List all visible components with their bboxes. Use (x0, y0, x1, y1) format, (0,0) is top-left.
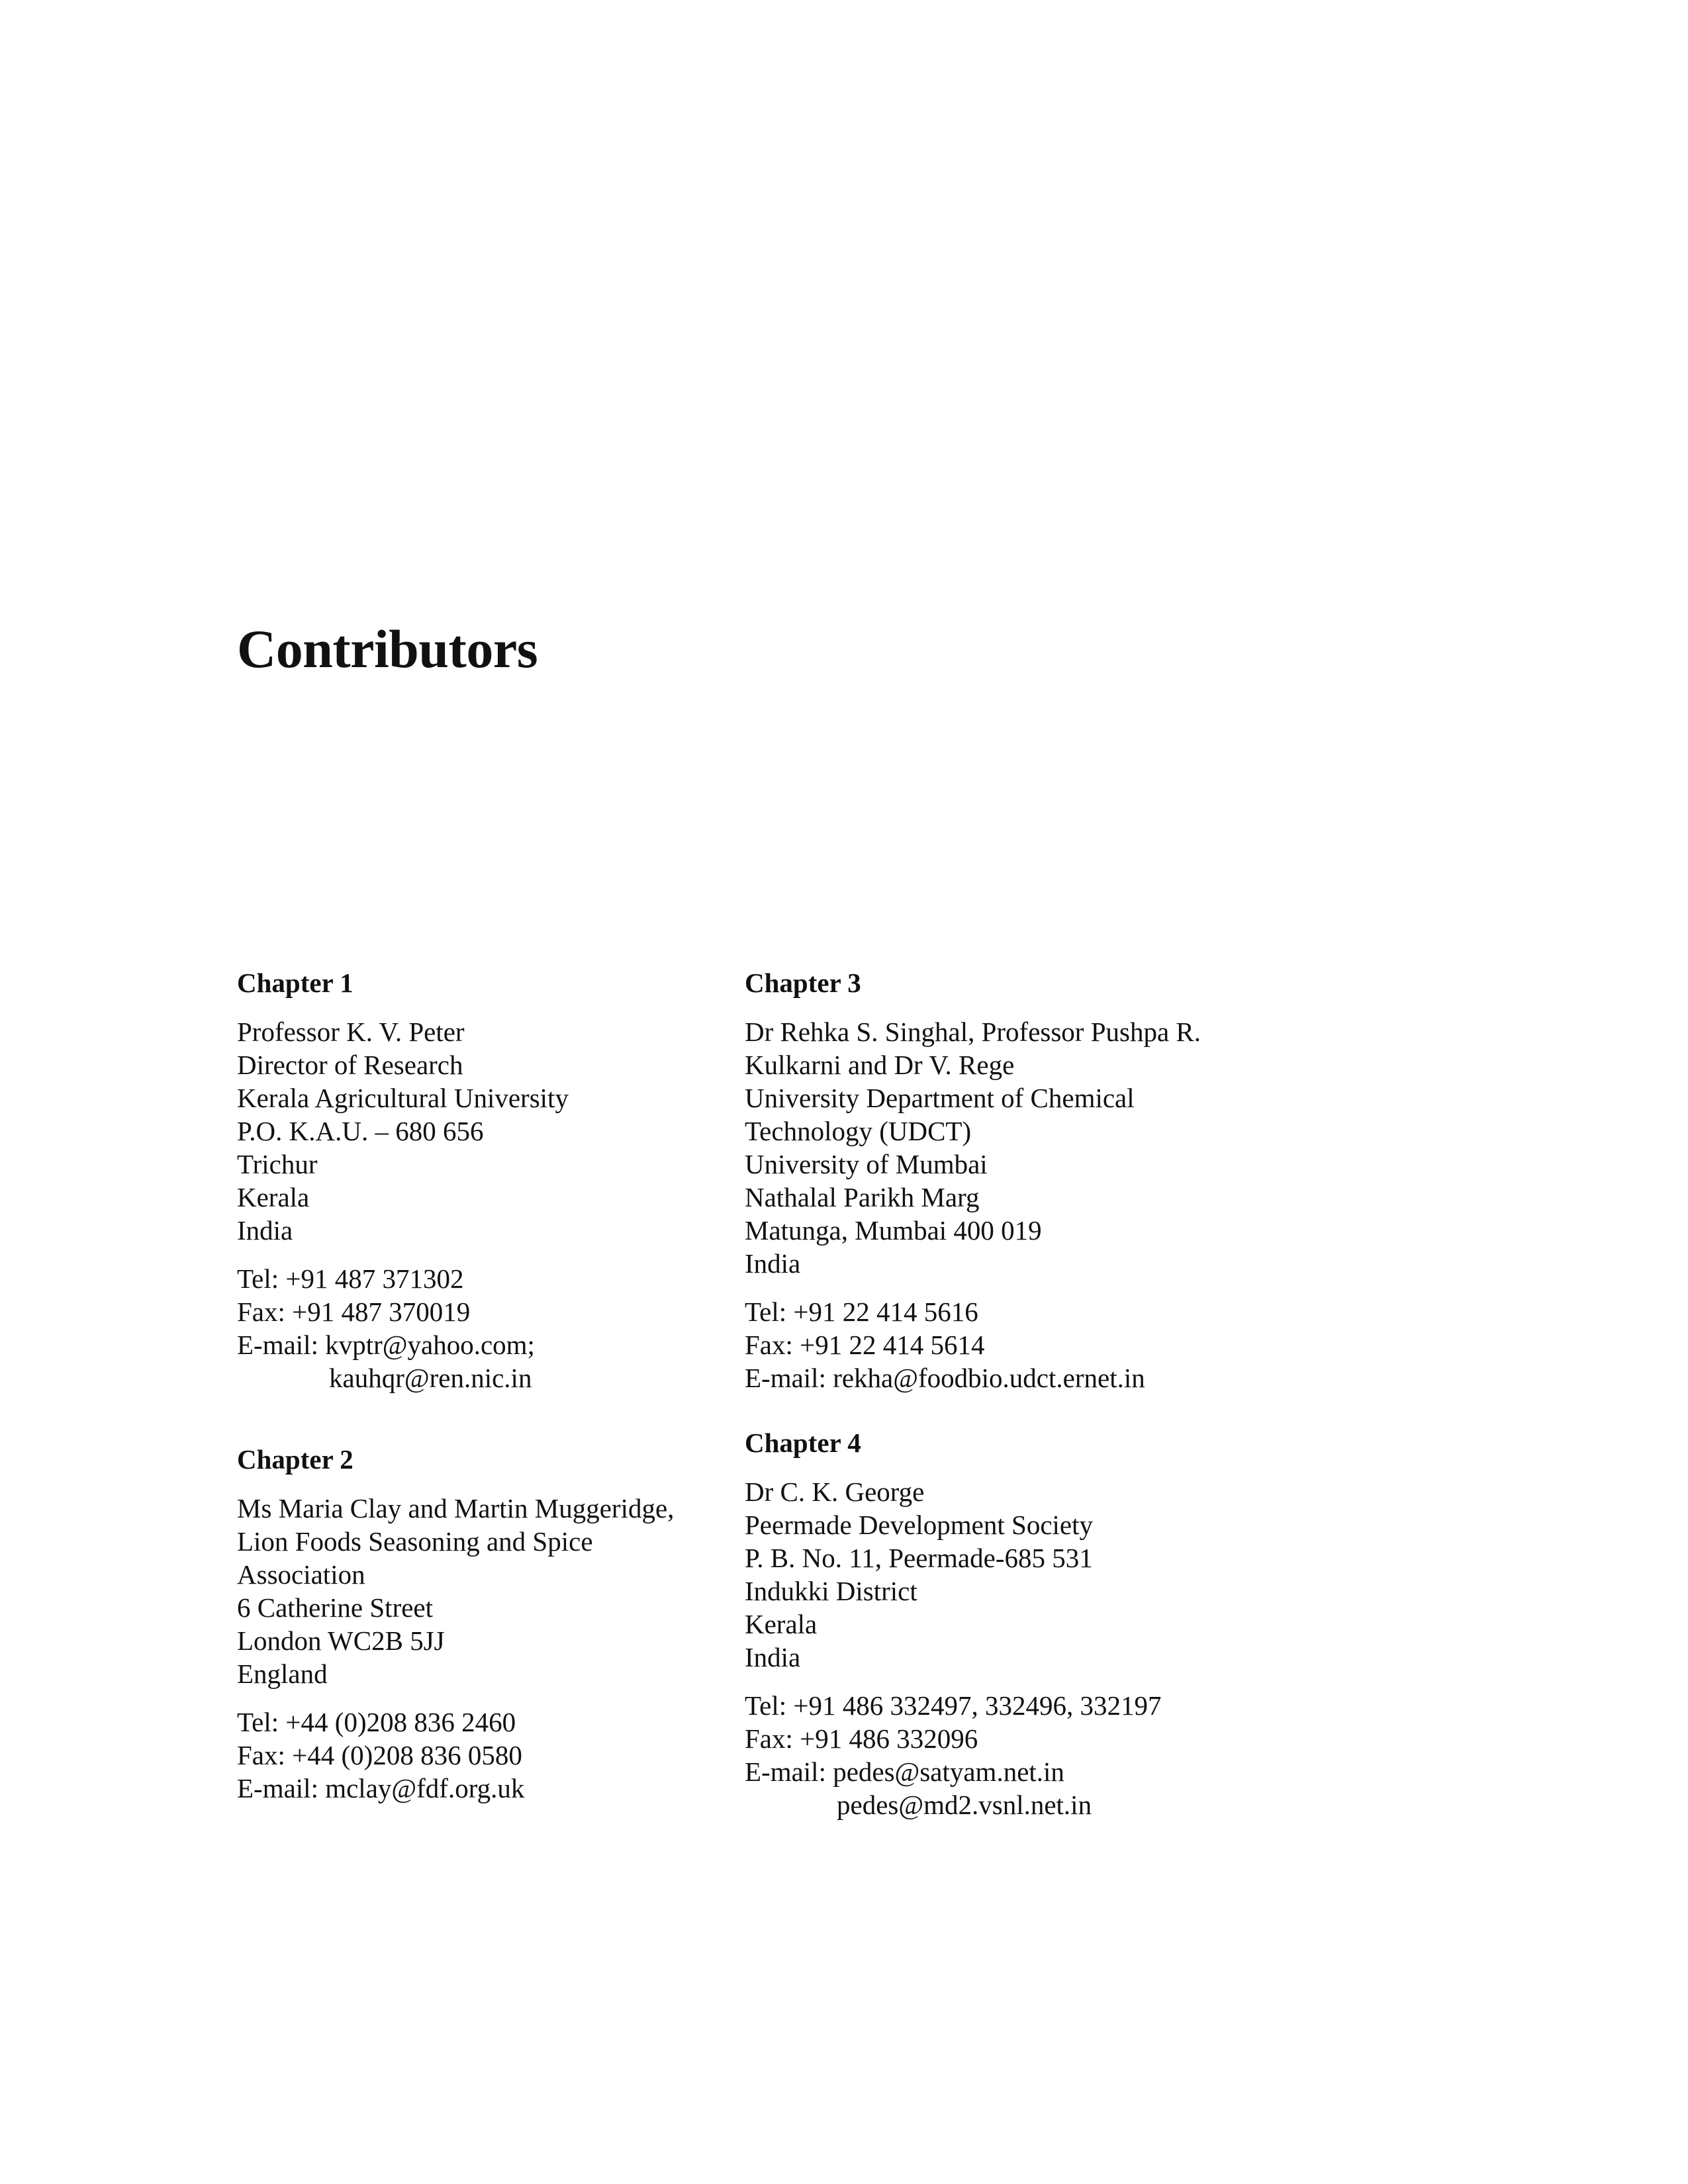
address-line: Ms Maria Clay and Martin Muggeridge, (237, 1493, 675, 1524)
address-line: P. B. No. 11, Peermade-685 531 (745, 1543, 1093, 1573)
address-line: Dr C. K. George (745, 1477, 925, 1507)
address-line: Matunga, Mumbai 400 019 (745, 1215, 1042, 1246)
address-line: Nathalal Parikh Marg (745, 1182, 980, 1212)
chapter-1-heading: Chapter 1 (237, 968, 353, 998)
address-line: Indukki District (745, 1576, 917, 1606)
chapter-3-address (745, 1015, 1248, 1280)
chapter-4-heading: Chapter 4 (745, 1428, 861, 1458)
address-line: P.O. K.A.U. – 680 656 (237, 1116, 484, 1146)
chapter-2-block (237, 1443, 740, 1805)
email-line: E-mail: kvptr@yahoo.com; (237, 1330, 535, 1360)
chapter-3-heading: Chapter 3 (745, 968, 861, 998)
tel-line: Tel: +91 486 332497, 332496, 332197 (745, 1690, 1162, 1721)
chapter-4-block (745, 1426, 1248, 1821)
fax-line: Fax: +91 486 332096 (745, 1723, 978, 1754)
address-line: Technology (UDCT) (745, 1116, 972, 1146)
tel-line: Tel: +44 (0)208 836 2460 (237, 1707, 516, 1737)
chapter-3-block (745, 966, 1248, 1394)
email-line-secondary: pedes@md2.vsnl.net.in (837, 1790, 1092, 1820)
address-line: Peermade Development Society (745, 1510, 1093, 1540)
address-line: 6 Catherine Street (237, 1592, 434, 1623)
address-line: Kulkarni and Dr V. Rege (745, 1050, 1015, 1080)
email-line: E-mail: rekha@foodbio.udct.ernet.in (745, 1363, 1145, 1393)
address-line: India (237, 1215, 293, 1246)
chapter-4-address (745, 1475, 1248, 1674)
chapter-1-block (237, 966, 740, 1394)
address-line: India (745, 1642, 801, 1672)
address-line: Kerala Agricultural University (237, 1083, 569, 1113)
address-line: University of Mumbai (745, 1149, 988, 1179)
email-line-secondary: kauhqr@ren.nic.in (329, 1363, 532, 1393)
address-line: Professor K. V. Peter (237, 1017, 465, 1047)
chapter-4-contact (745, 1689, 1248, 1821)
address-line: Director of Research (237, 1050, 463, 1080)
address-line: Dr Rehka S. Singhal, Professor Pushpa R. (745, 1017, 1201, 1047)
fax-line: Fax: +44 (0)208 836 0580 (237, 1740, 522, 1770)
fax-line: Fax: +91 22 414 5614 (745, 1330, 985, 1360)
address-line: Kerala (237, 1182, 310, 1212)
chapter-1-contact (237, 1262, 740, 1394)
email-line: E-mail: pedes@satyam.net.in (745, 1756, 1064, 1787)
address-line: England (237, 1659, 328, 1689)
address-line: Association (237, 1559, 365, 1590)
page-title: Contributors (237, 619, 538, 679)
fax-line: Fax: +91 487 370019 (237, 1297, 471, 1327)
address-line: Kerala (745, 1609, 818, 1639)
address-line: Trichur (237, 1149, 318, 1179)
chapter-2-contact (237, 1706, 740, 1805)
email-line: E-mail: mclay@fdf.org.uk (237, 1773, 525, 1803)
address-line: Lion Foods Seasoning and Spice (237, 1526, 593, 1557)
address-line: London WC2B 5JJ (237, 1625, 445, 1656)
address-line: India (745, 1248, 801, 1279)
chapter-2-address (237, 1492, 740, 1690)
chapter-3-contact (745, 1295, 1248, 1394)
tel-line: Tel: +91 487 371302 (237, 1263, 464, 1294)
chapter-2-heading: Chapter 2 (237, 1444, 353, 1475)
tel-line: Tel: +91 22 414 5616 (745, 1297, 978, 1327)
address-line: University Department of Chemical (745, 1083, 1135, 1113)
chapter-1-address (237, 1015, 740, 1247)
